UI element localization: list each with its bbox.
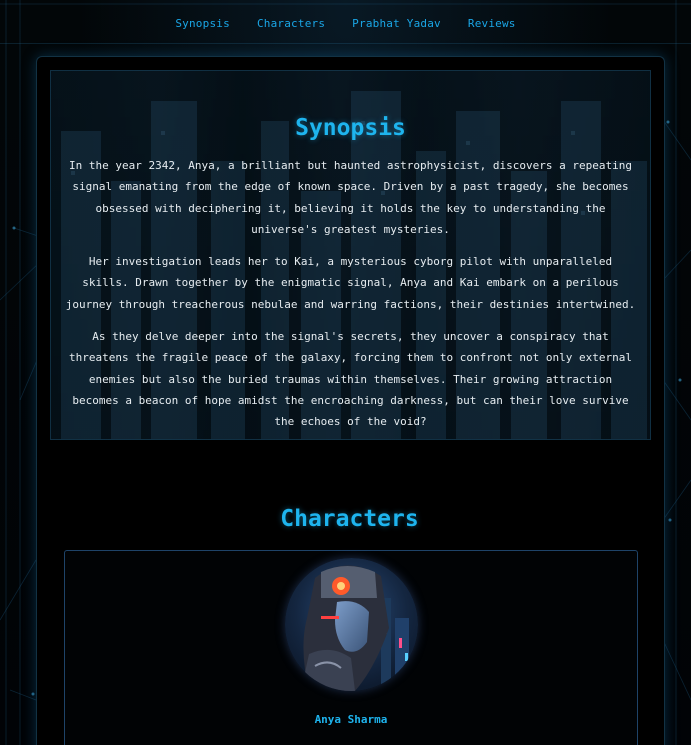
synopsis-section — [50, 70, 651, 440]
synopsis-paragraph-1: In the year 2342, Anya, a brilliant but haunted astrophysicist, discovers a repeating signal emanating from the edge of known space. Driven by a past tragedy, she becomes obsessed with deciphering it, believing it holds the key to understanding the universe's greatest mysteries. — [69, 159, 632, 236]
nav-link-synopsis[interactable]: Synopsis — [175, 17, 230, 30]
top-nav — [0, 0, 691, 44]
synopsis-paragraph-3: As they delve deeper into the signal's secrets, they uncover a conspiracy that threatens the fragile peace of the galaxy, forcing them to confront not only external enemies but also the buried traumas within themselves. Their growing attraction becomes a beacon of hope amidst the encroaching darkness, but can their love survive the echoes of the void? — [69, 330, 632, 429]
character-card — [64, 550, 638, 745]
character-portrait — [285, 558, 418, 691]
nav-link-reviews[interactable]: Reviews — [467, 17, 516, 30]
synopsis-title: Synopsis — [295, 115, 406, 141]
nav-link-characters[interactable]: Characters — [256, 17, 326, 30]
nav-link-prabhat-yadav[interactable]: Prabhat Yadav — [352, 17, 441, 30]
character-name: Anya Sharma — [314, 713, 388, 726]
characters-title: Characters — [280, 506, 419, 532]
cyborg-portrait-icon — [285, 558, 418, 691]
synopsis-paragraph-2: Her investigation leads her to Kai, a mysterious cyborg pilot with unparalleled skills. Drawn together by the enigmatic signal, Anya and Kai embark on a perilous journey through treacherous nebulae and warring factions, their destinies intertwined. — [65, 255, 636, 311]
